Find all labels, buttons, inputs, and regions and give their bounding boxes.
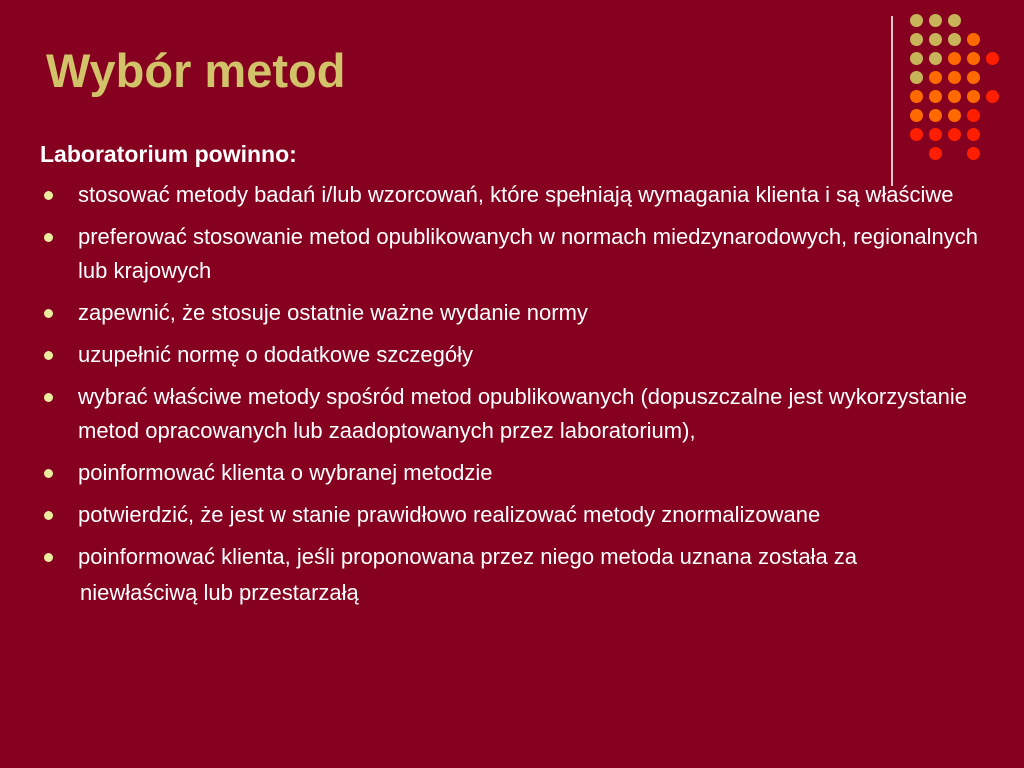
list-item [40, 540, 980, 574]
decorative-dot [986, 90, 999, 103]
list-item-text: potwierdzić, że jest w stanie prawidłowo realizować metody znormalizowane [78, 501, 821, 527]
decorative-dot [967, 90, 980, 103]
bullet-icon [44, 233, 53, 242]
decorative-dot [986, 52, 999, 65]
bullet-icon [44, 553, 53, 562]
list-item [40, 380, 980, 448]
list-item [40, 456, 980, 490]
list-item [40, 178, 980, 212]
bullet-icon [44, 393, 53, 402]
list-item-text: stosować metody badań i/lub wzorcowań, które spełniają wymagania klienta i są właściwe [78, 181, 954, 207]
decorative-dot [910, 33, 923, 46]
decorative-dot [910, 71, 923, 84]
list-item-text: poinformować klienta o wybranej metodzie [78, 459, 493, 485]
subheading: Laboratorium powinno: [40, 141, 297, 167]
bullet-icon [44, 469, 53, 478]
decorative-dot [929, 14, 942, 27]
decorative-dot [948, 33, 961, 46]
list-item-text: wybrać właściwe metody spośród metod opublikowanych (dopuszczalne jest wykorzystanie metod opracowanych lub zaadoptowanych przez laboratorium), [78, 383, 967, 443]
bullet-list [40, 178, 980, 574]
list-item [40, 220, 980, 288]
decorative-dot [929, 52, 942, 65]
decorative-dot [910, 52, 923, 65]
bullet-icon [44, 309, 53, 318]
decorative-dot [929, 90, 942, 103]
decorative-dot [929, 109, 942, 122]
bullet-icon [44, 511, 53, 520]
list-item [40, 498, 980, 532]
slide-title: Wybór metod [46, 44, 346, 97]
decorative-dot [910, 90, 923, 103]
list-item-text: poinformować klienta, jeśli proponowana przez niego metoda uznana została za [78, 543, 858, 569]
list-item [40, 296, 980, 330]
decorative-dot [948, 14, 961, 27]
bullet-icon [44, 191, 53, 200]
decorative-dot [929, 71, 942, 84]
bullet-icon [44, 351, 53, 360]
list-item [40, 338, 980, 372]
decorative-dot [910, 14, 923, 27]
decorative-dot [910, 109, 923, 122]
continuation-text: niewłaściwą lub przestarzałą [80, 579, 359, 605]
decorative-dot [967, 109, 980, 122]
decorative-dot [948, 109, 961, 122]
decorative-dot [967, 71, 980, 84]
decorative-dot [967, 52, 980, 65]
slide-content [40, 140, 980, 610]
list-item-text: preferować stosowanie metod opublikowanych w normach miedzynarodowych, regionalnych lub krajowych [78, 223, 979, 283]
decorative-dot [967, 33, 980, 46]
decorative-dot [948, 52, 961, 65]
list-item-text: zapewnić, że stosuje ostatnie ważne wydanie normy [78, 299, 588, 325]
list-item-text: uzupełnić normę o dodatkowe szczegóły [78, 341, 474, 367]
decorative-dot [948, 90, 961, 103]
decorative-dot [929, 33, 942, 46]
decorative-dot [948, 71, 961, 84]
